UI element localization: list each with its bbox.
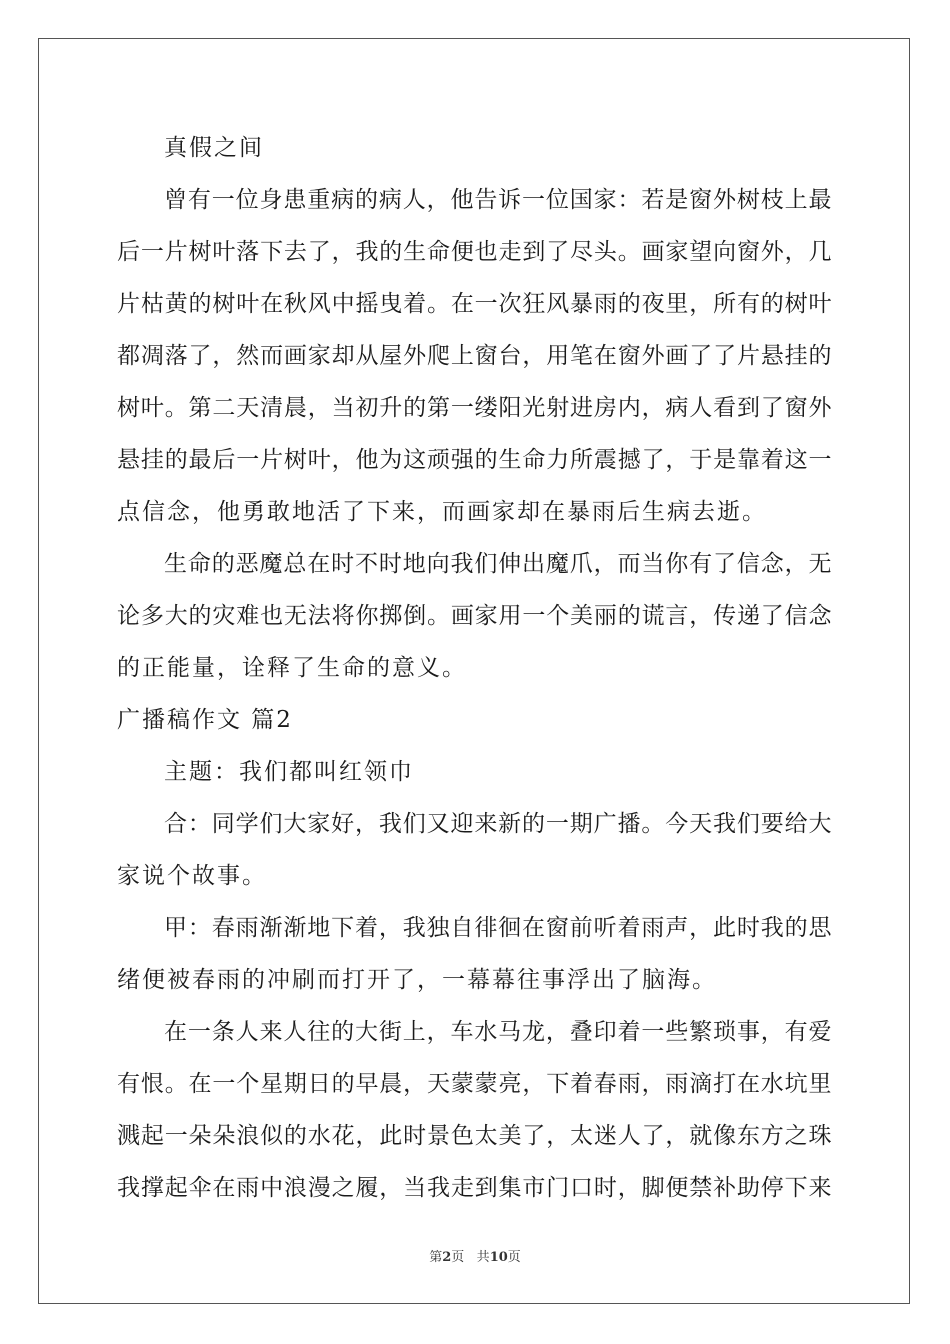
text-line: 的正能量，诠释了生命的意义。 (117, 655, 467, 681)
text-line: 在一条人来人往的大街上，车水马龙，叠印着一些繁琐事，有爱 (164, 1019, 832, 1045)
text-line: 溅起一朵朵浪似的水花，此时景色太美了，太迷人了，就像东方之珠 (117, 1123, 832, 1149)
footer-total-unit: 页 (507, 1250, 521, 1265)
text-line: 论多大的灾难也无法将你掷倒。画家用一个美丽的谎言，传递了信念 (117, 603, 832, 629)
text-line: 我撑起伞在雨中浪漫之履，当我走到集市门口时，脚便禁补助停下来 (117, 1175, 832, 1201)
text-line: 曾有一位身患重病的病人，他告诉一位国家：若是窗外树枝上最 (164, 187, 832, 213)
text-line: 甲：春雨渐渐地下着，我独自徘徊在窗前听着雨声，此时我的思 (164, 915, 832, 941)
text-line: 片枯黄的树叶在秋风中摇曳着。在一次狂风暴雨的夜里，所有的树叶 (117, 291, 832, 317)
footer-total-pages: 10 (489, 1250, 508, 1265)
text-line: 主题：我们都叫红领巾 (164, 759, 414, 785)
text-line: 广播稿作文 篇2 (117, 707, 293, 733)
page-footer (0, 1246, 950, 1265)
text-line: 生命的恶魔总在时不时地向我们伸出魔爪，而当你有了信念，无 (164, 551, 832, 577)
footer-prefix: 第 (429, 1250, 443, 1265)
footer-page-number: 2 (442, 1250, 452, 1265)
footer-page-unit: 页 (451, 1250, 465, 1265)
text-line: 真假之间 (164, 135, 264, 161)
text-line: 后一片树叶落下去了，我的生命便也走到了尽头。画家望向窗外，几 (117, 239, 832, 265)
text-line: 点信念，他勇敢地活了下来，而画家却在暴雨后生病去逝。 (117, 499, 767, 525)
text-line: 悬挂的最后一片树叶，他为这顽强的生命力所震撼了，于是靠着这一 (117, 447, 832, 473)
text-line: 树叶。第二天清晨，当初升的第一缕阳光射进房内，病人看到了窗外 (117, 395, 832, 421)
footer-total-prefix: 共 (476, 1250, 490, 1265)
document-body (117, 128, 832, 1220)
text-line: 绪便被春雨的冲刷而打开了，一幕幕往事浮出了脑海。 (117, 967, 717, 993)
text-line: 都凋落了，然而画家却从屋外爬上窗台，用笔在窗外画了了片悬挂的 (117, 343, 832, 369)
text-line: 家说个故事。 (117, 863, 267, 889)
text-line: 合：同学们大家好，我们又迎来新的一期广播。今天我们要给大 (164, 811, 832, 837)
text-line: 有恨。在一个星期日的早晨，天蒙蒙亮，下着春雨，雨滴打在水坑里 (117, 1071, 832, 1097)
